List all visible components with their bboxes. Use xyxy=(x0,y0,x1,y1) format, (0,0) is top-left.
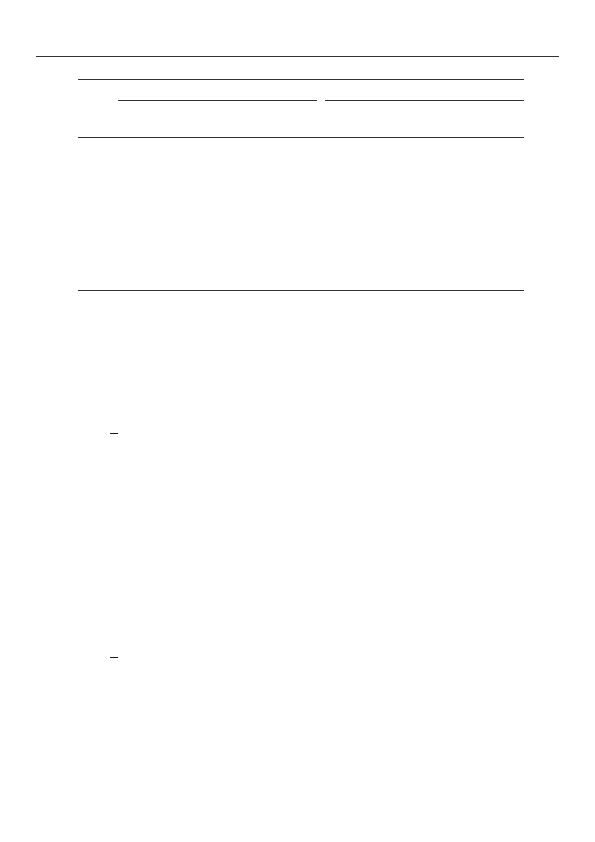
text-run xyxy=(76,688,90,698)
table-cell xyxy=(458,178,524,210)
formula-5 xyxy=(38,640,158,674)
text-run xyxy=(76,323,90,333)
formula-4 xyxy=(38,418,158,448)
table-cell xyxy=(251,210,317,230)
table-cell xyxy=(458,230,524,250)
text-line xyxy=(38,321,559,337)
table-cell xyxy=(118,250,184,270)
row-label xyxy=(78,270,118,291)
table-row xyxy=(78,270,524,291)
formula-5-numerator xyxy=(110,656,118,658)
table-cell xyxy=(325,230,391,250)
table-cell xyxy=(184,230,250,250)
row-label xyxy=(78,230,118,250)
table-cell xyxy=(251,230,317,250)
row-label xyxy=(78,210,118,230)
column-header xyxy=(325,101,391,138)
table-cell xyxy=(391,230,457,250)
text-line xyxy=(38,540,559,556)
table-cell xyxy=(184,158,250,178)
table-cell xyxy=(325,178,391,210)
paragraph-0092 xyxy=(38,540,559,556)
text-run xyxy=(76,464,90,474)
column-header xyxy=(458,101,524,138)
text-line xyxy=(38,305,559,321)
table-cell xyxy=(118,210,184,230)
table-cell xyxy=(391,250,457,270)
table-cell xyxy=(391,270,457,291)
paragraph-0091 xyxy=(38,462,559,478)
row-label xyxy=(78,138,118,159)
table-cell xyxy=(118,178,184,210)
table-cell xyxy=(251,250,317,270)
rowname-header xyxy=(78,80,118,138)
table-cell xyxy=(251,178,317,210)
paragraph-0089 xyxy=(38,321,559,337)
table-cell xyxy=(458,250,524,270)
row-label xyxy=(78,158,118,178)
table-cell xyxy=(391,210,457,230)
column-header xyxy=(118,101,184,138)
table-cell xyxy=(184,270,250,291)
table-cell xyxy=(251,158,317,178)
table-cell xyxy=(251,270,317,291)
text-run xyxy=(76,291,90,301)
table-row xyxy=(78,210,524,230)
group-header-fgos xyxy=(325,80,524,101)
paragraph-0094 xyxy=(38,686,559,702)
table-cell xyxy=(458,210,524,230)
row-label xyxy=(78,250,118,270)
table-cell xyxy=(118,230,184,250)
table-row xyxy=(78,250,524,270)
table-cell xyxy=(118,158,184,178)
table-cell xyxy=(458,158,524,178)
table-cell xyxy=(391,138,457,159)
table-cell xyxy=(184,178,250,210)
group-header-standard xyxy=(118,80,317,101)
table-cell xyxy=(184,138,250,159)
table-cell xyxy=(184,250,250,270)
table-row xyxy=(78,138,524,159)
table-cell xyxy=(325,210,391,230)
table-cell xyxy=(325,158,391,178)
table-cell xyxy=(391,158,457,178)
table-cell xyxy=(184,210,250,230)
table-cell xyxy=(118,270,184,291)
table-row xyxy=(78,230,524,250)
table-cell xyxy=(325,270,391,291)
table-row xyxy=(78,158,524,178)
table-cell xyxy=(325,250,391,270)
table-cell xyxy=(251,138,317,159)
page-header xyxy=(38,34,559,56)
text-run xyxy=(76,307,90,317)
text-line xyxy=(38,686,559,702)
monosaccharide-table xyxy=(78,79,524,291)
table-cell xyxy=(458,138,524,159)
text-run xyxy=(76,542,90,552)
table-cell xyxy=(391,178,457,210)
table-cell xyxy=(118,138,184,159)
text-line xyxy=(38,462,559,478)
text-line xyxy=(38,289,559,305)
column-header xyxy=(391,101,457,138)
column-header xyxy=(184,101,250,138)
row-label xyxy=(78,178,118,210)
table-cell xyxy=(325,138,391,159)
formula-4-numerator xyxy=(110,432,118,434)
header-rule xyxy=(36,56,559,57)
column-header xyxy=(251,101,317,138)
paragraph-0088 xyxy=(38,305,559,321)
table-row xyxy=(78,178,524,210)
formula-5-fraction xyxy=(110,656,118,659)
formula-4-fraction xyxy=(110,432,118,435)
paragraph-0087 xyxy=(38,289,559,305)
table-cell xyxy=(458,270,524,291)
